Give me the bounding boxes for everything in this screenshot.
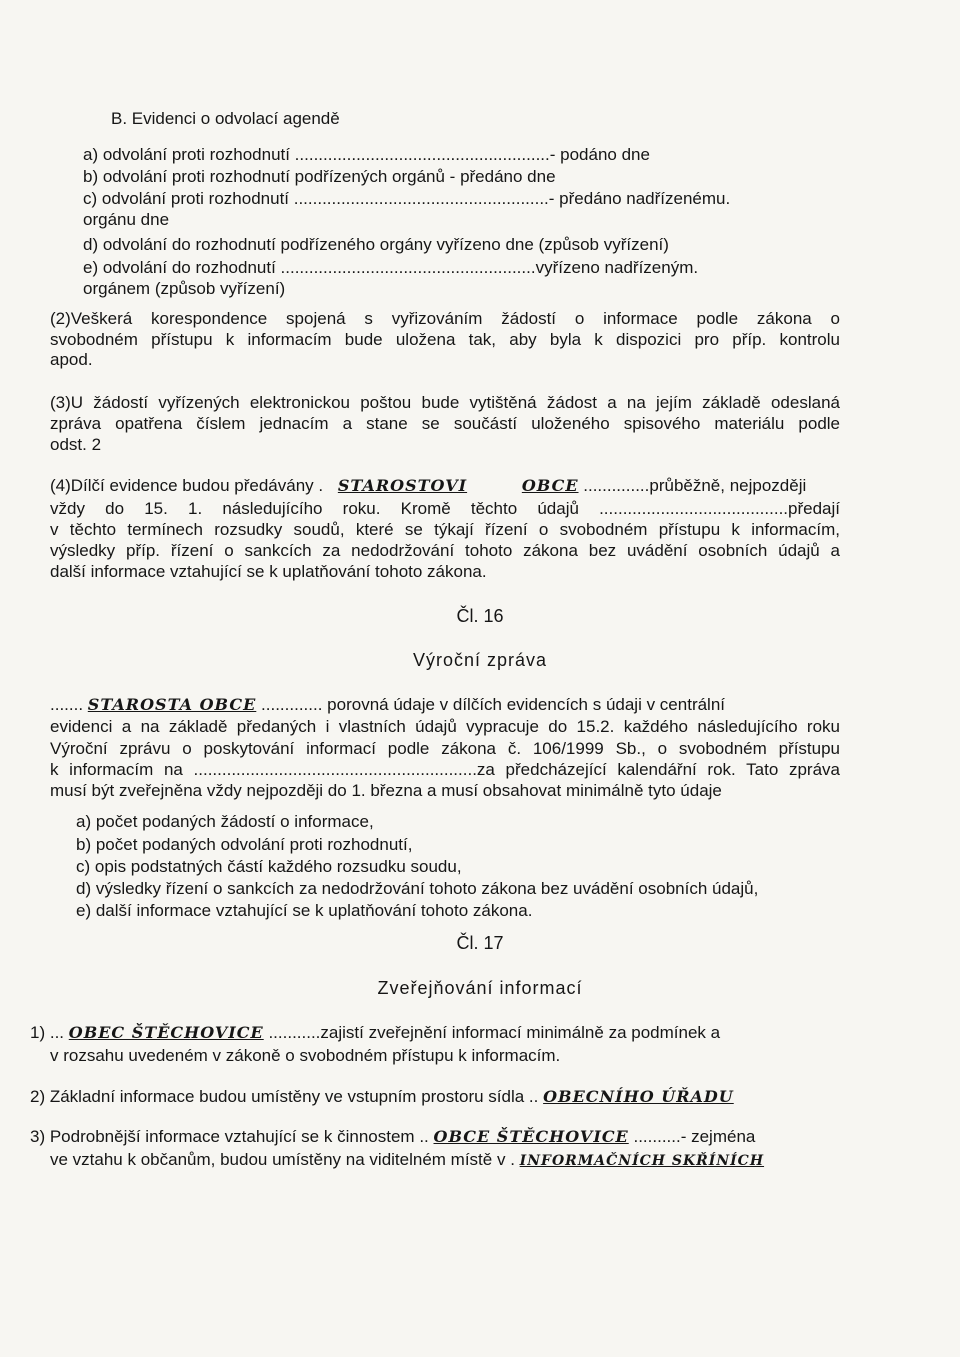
item-e: e) odvolání do rozhodnutí ......................................................vyřízeno nadřízeným.	[83, 258, 699, 277]
para4-line1-end: ..............průběžně, nejpozději	[583, 476, 807, 495]
item-b: b) odvolání proti rozhodnutí podřízených orgánů - předáno dne	[83, 167, 556, 186]
cl17-item2	[30, 1087, 840, 1107]
cl16-line1	[50, 695, 840, 715]
cl17-item1-line2: v rozsahu uvedeném v zákoně o svobodném přístupu k informacím.	[50, 1046, 561, 1065]
cl17-item2-text: 2) Základní informace budou umístěny ve vstupním prostoru sídla	[30, 1087, 525, 1106]
para2-line1: (2)Veškerá korespondence spojená s vyřizováním žádostí o informace podle zákona o	[50, 309, 840, 328]
para3-line3: odst. 2	[50, 435, 102, 454]
para3-line2: zpráva opatřena číslem jednacím a stane se součástí uloženého spisového materiálu podle	[50, 414, 840, 433]
list-item: e) další informace vztahující se k uplatňování tohoto zákona.	[76, 901, 533, 920]
cl16-line3: Výroční zprávu o poskytování informací podle zákona č. 106/1999 Sb., o svobodném přístupu	[50, 739, 840, 758]
item-d: d) odvolání do rozhodnutí podřízeného orgány vyřízeno dne (způsob vyřízení)	[83, 235, 669, 254]
cl17-item3-end: ..........- zejména	[633, 1127, 756, 1146]
list-item: a) počet podaných žádostí o informace,	[76, 812, 374, 831]
cl16-line2: evidenci a na základě předaných i vlastních údajů vypracuje do 15.2. každého následujícího roku	[50, 717, 840, 736]
cl17-item3	[30, 1127, 840, 1147]
item-c: c) odvolání proti rozhodnutí ......................................................- předáno nadřízenému.	[83, 189, 731, 208]
para4-line3: v těchto termínech rozsudky soudů, které se týkají řízení o svobodném přístupu k informacím,	[50, 520, 840, 539]
cl16-line1-dots2: .............	[261, 695, 323, 714]
cl17-item3-line2	[50, 1150, 850, 1171]
cl17-item1	[30, 1023, 840, 1043]
cl17-item1-dots: ...	[49, 1023, 65, 1042]
handwritten-starostovi: STAROSTOVI	[337, 476, 468, 495]
article-16-title: Výroční zpráva	[412, 650, 548, 670]
handwritten-starosta-obce: STAROSTA OBCE	[87, 695, 257, 714]
list-item: d) výsledky řízení o sankcích za nedodržování tohoto zákona bez uvádění osobních údajů,	[76, 879, 759, 898]
article-16-number: Čl. 16	[456, 606, 504, 626]
cl17-item3-dots: ..	[419, 1127, 429, 1146]
handwritten-obce: OBCE	[521, 476, 579, 495]
cl17-item2-dots: ..	[528, 1087, 539, 1106]
para4-line1-start: (4)Dílčí evidence budou předávány .	[50, 476, 324, 495]
para4-line1	[50, 476, 840, 496]
handwritten-informacnich-skrinich: INFORMAČNÍCH SKŘÍNÍCH	[519, 1153, 765, 1169]
list-item: c) opis podstatných částí každého rozsudku soudu,	[76, 857, 462, 876]
para4-line5: další informace vztahující se k uplatňování tohoto zákona.	[50, 562, 487, 581]
cl17-item3-line2-text: ve vztahu k občanům, budou umístěny na viditelném místě v	[50, 1150, 506, 1169]
cl17-item1-end: ...........zajistí zveřejnění informací minimálně za podmínek a	[268, 1023, 721, 1042]
cl16-line4: k informacím na ............................................................za předcházející kalendářní rok. Tato zpráva	[50, 760, 840, 779]
cl16-line1-dots: .......	[50, 695, 84, 714]
para4-line4: výsledky příp. řízení o sankcích za nedodržování tohoto zákona bez uvádění osobních údajů a	[50, 541, 840, 560]
list-item: b) počet podaných odvolání proti rozhodnutí,	[76, 835, 413, 854]
cl17-item3-text: 3) Podrobnější informace vztahující se k činnostem	[30, 1127, 415, 1146]
section-b-title: B. Evidenci o odvolací agendě	[111, 109, 340, 128]
para2-line2: svobodném přístupu k informacím bude uložena tak, aby byla k dispozici pro příp. kontrolu	[50, 330, 840, 349]
handwritten-obec-stechovice: OBEC ŠTĚCHOVICE	[68, 1023, 264, 1042]
cl16-line1-end: porovná údaje v dílčích evidencích s údaji v centrální	[327, 695, 726, 714]
article-17-title: Zveřejňování informací	[377, 978, 583, 998]
item-a: a) odvolání proti rozhodnutí ......................................................- podáno dne	[83, 145, 650, 164]
para2-line3: apod.	[50, 350, 93, 369]
handwritten-obce-stechovice: OBCE ŠTĚCHOVICE	[433, 1127, 629, 1146]
item-e-cont: orgánem (způsob vyřízení)	[83, 279, 286, 298]
cl17-item1-number: 1)	[30, 1023, 46, 1042]
article-17-number: Čl. 17	[456, 933, 504, 953]
item-c-cont: orgánu dne	[83, 210, 170, 229]
cl16-line5: musí být zveřejněna vždy nejpozději do 1. března a musí obsahovat minimálně tyto údaje	[50, 781, 722, 800]
cl17-item3-line2-dots: .	[510, 1150, 515, 1169]
para4-line2: vždy do 15. 1. následujícího roku. Kromě těchto údajů ........................................předají	[50, 499, 840, 518]
para3-line1: (3)U žádostí vyřízených elektronickou poštou bude vytištěná žádost a na jejím základě odeslaná	[50, 393, 840, 412]
handwritten-obecniho-uradu: OBECNÍHO ÚŘADU	[543, 1087, 734, 1106]
